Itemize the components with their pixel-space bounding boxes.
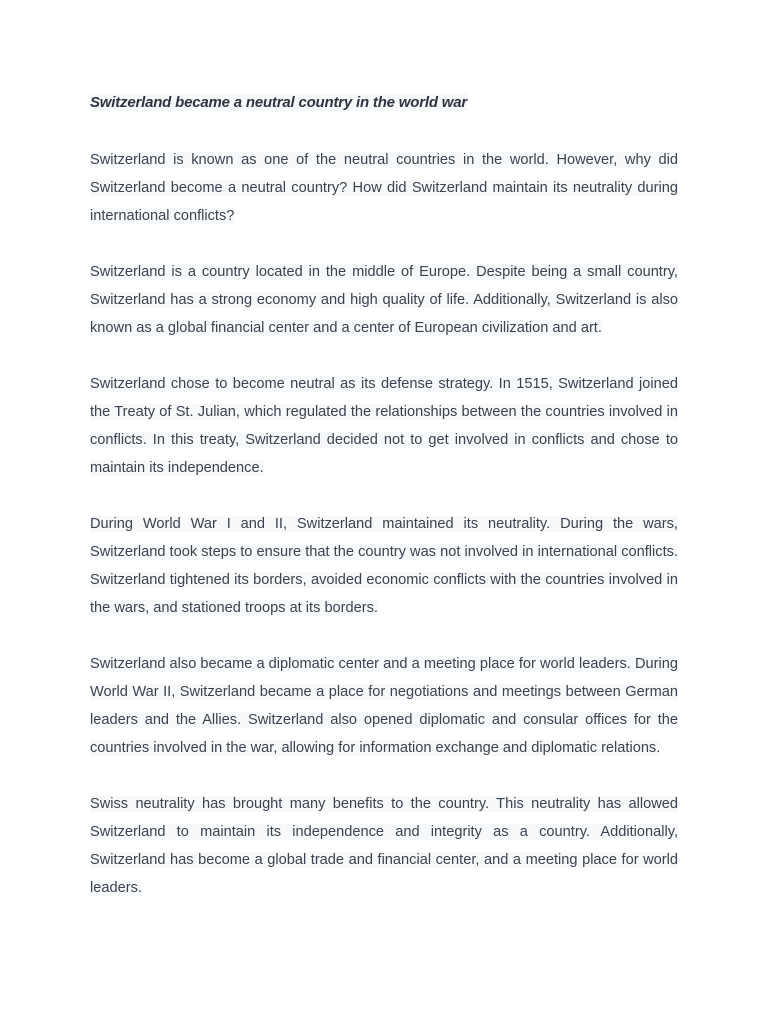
paragraph-text: Switzerland is known as one of the neutral countries in the world. However, why did Switzerland become a neutral country? How did Switzerland maintain its neutrality during international conflicts?	[90, 152, 678, 224]
paragraph-1	[90, 146, 678, 230]
document-title: Switzerland became a neutral country in the world war	[90, 94, 467, 111]
paragraph-text: Switzerland chose to become neutral as its defense strategy. In 1515, Switzerland joined the Treaty of St. Julian, which regulated the relationships between the countries involved in conflicts. In this treaty, Switzerland decided not to get involved in conflicts and chose to maintain its independence.	[90, 376, 678, 476]
paragraph-text: During World War I and II, Switzerland maintained its neutrality. During the wars, Switzerland took steps to ensure that the country was not involved in international conflicts. Switzerland tightened its borders, avoided economic conflicts with the countries involved in the wars, and stationed troops at its borders.	[90, 516, 678, 616]
paragraph-text: Swiss neutrality has brought many benefits to the country. This neutrality has allowed Switzerland to maintain its independence and integrity as a country. Additionally, Switzerland has become a global trade and financial center, and a meeting place for world leaders.	[90, 796, 678, 896]
document-body	[90, 88, 678, 930]
paragraph-4	[90, 510, 678, 622]
title-container	[90, 88, 678, 118]
paragraph-6	[90, 790, 678, 902]
paragraph-5	[90, 650, 678, 762]
paragraph-2	[90, 258, 678, 342]
paragraph-3	[90, 370, 678, 482]
paragraph-text: Switzerland also became a diplomatic center and a meeting place for world leaders. During World War II, Switzerland became a place for negotiations and meetings between German leaders and the Allies. Switzerland also opened diplomatic and consular offices for the countries involved in the war, allowing for information exchange and diplomatic relations.	[90, 656, 678, 756]
paragraph-text: Switzerland is a country located in the middle of Europe. Despite being a small country, Switzerland has a strong economy and high quality of life. Additionally, Switzerland is also known as a global financial center and a center of European civilization and art.	[90, 264, 678, 336]
